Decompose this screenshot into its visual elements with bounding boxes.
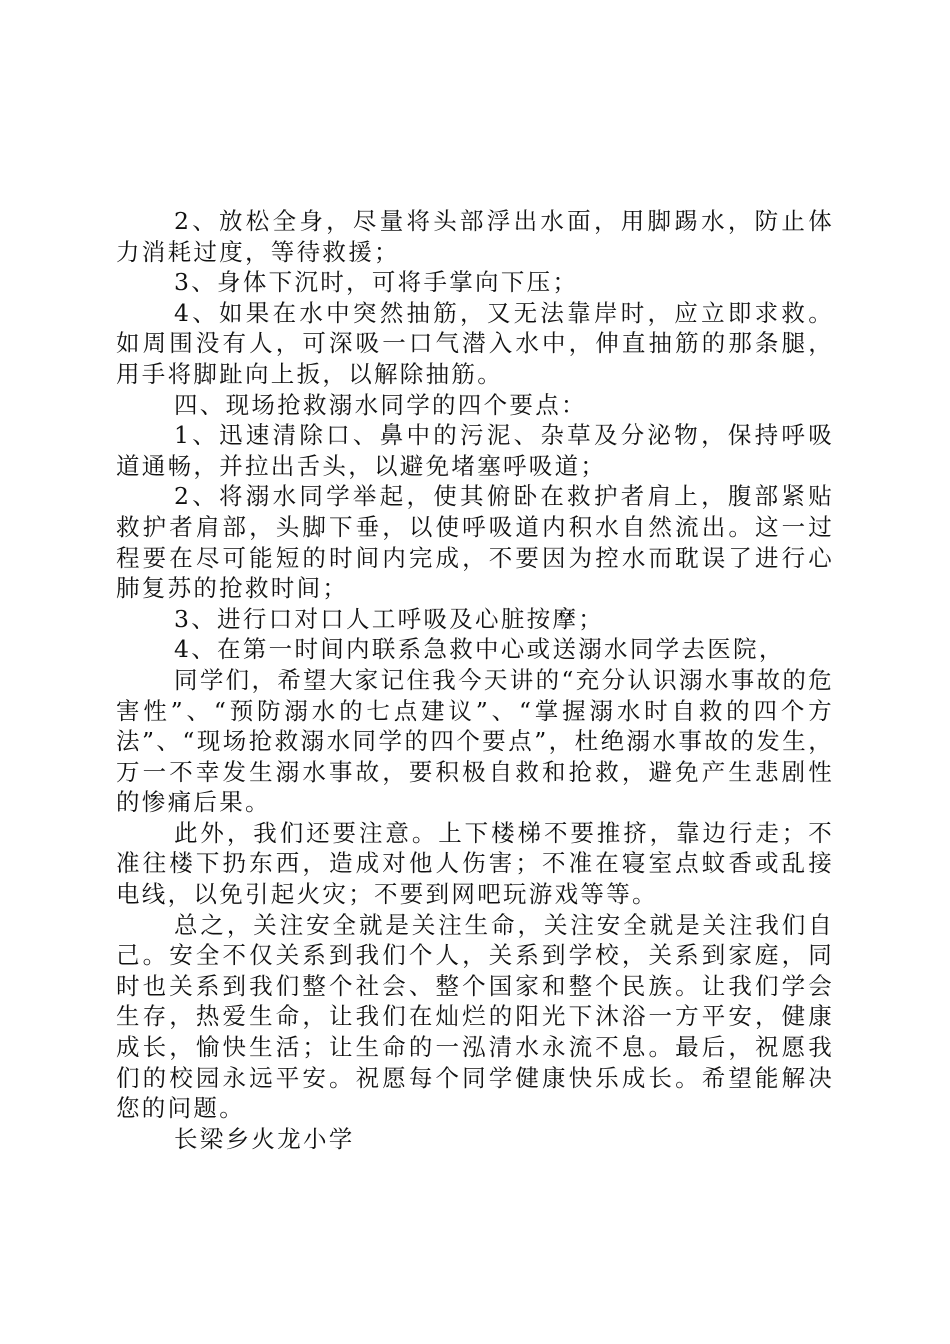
closing-paragraph-students: 同学们，希望大家记住我今天讲的“充分认识溺水事故的危害性”、“预防溺水的七点建议”、“掌握溺水时自救的四个方法”、“现场抢救溺水同学的四个要点”，杜绝溺水事故的发生，万一不幸发生溺水事故，要积极自救和抢救，避免产生悲剧性的惨痛后果。: [116, 665, 834, 817]
section-heading-rescue: 四、现场抢救溺水同学的四个要点：: [174, 390, 587, 419]
rescue-item-4: 4、在第一时间内联系急救中心或送溺水同学去医院，: [174, 635, 785, 664]
paragraph-item-2: 2、放松全身，尽量将头部浮出水面，用脚踢水，防止体力消耗过度，等待救援；: [116, 207, 834, 266]
paragraph-item-4: 4、如果在水中突然抽筋，又无法靠岸时，应立即求救。如周围没有人，可深吸一口气潜入水中，伸直抽筋的那条腿，用手将脚趾向上扳，以解除抽筋。: [116, 298, 834, 388]
rescue-item-1: 1、迅速清除口、鼻中的污泥、杂草及分泌物，保持呼吸道通畅，并拉出舌头，以避免堵塞呼吸道；: [116, 421, 834, 480]
rescue-item-2: 2、将溺水同学举起，使其俯卧在救护者肩上，腹部紧贴救护者肩部，头脚下垂，以使呼吸道内积水自然流出。这一过程要在尽可能短的时间内完成，不要因为控水而耽误了进行心肺复苏的抢救时间；: [116, 482, 834, 603]
closing-paragraph-summary: 总之，关注安全就是关注生命，关注安全就是关注我们自己。安全不仅关系到我们个人，关系到学校，关系到家庭，同时也关系到我们整个社会、整个国家和整个民族。让我们学会生存，热爱生命，让我们在灿烂的阳光下沐浴一方平安，健康成长，愉快生活；让生命的一泓清水永流不息。最后，祝愿我们的校园永远平安。祝愿每个同学健康快乐成长。希望能解决您的问题。: [116, 910, 834, 1123]
document-body: [116, 206, 834, 1154]
signature-school-name: 长梁乡火龙小学: [174, 1124, 355, 1153]
closing-paragraph-additional: 此外，我们还要注意。上下楼梯不要推挤，靠边行走；不准往楼下扔东西，造成对他人伤害；不准在寝室点蚊香或乱接电线，以免引起火灾；不要到网吧玩游戏等等。: [116, 818, 834, 909]
paragraph-item-3: 3、身体下沉时，可将手掌向下压；: [174, 268, 579, 297]
rescue-item-3: 3、进行口对口人工呼吸及心脏按摩；: [174, 604, 605, 633]
